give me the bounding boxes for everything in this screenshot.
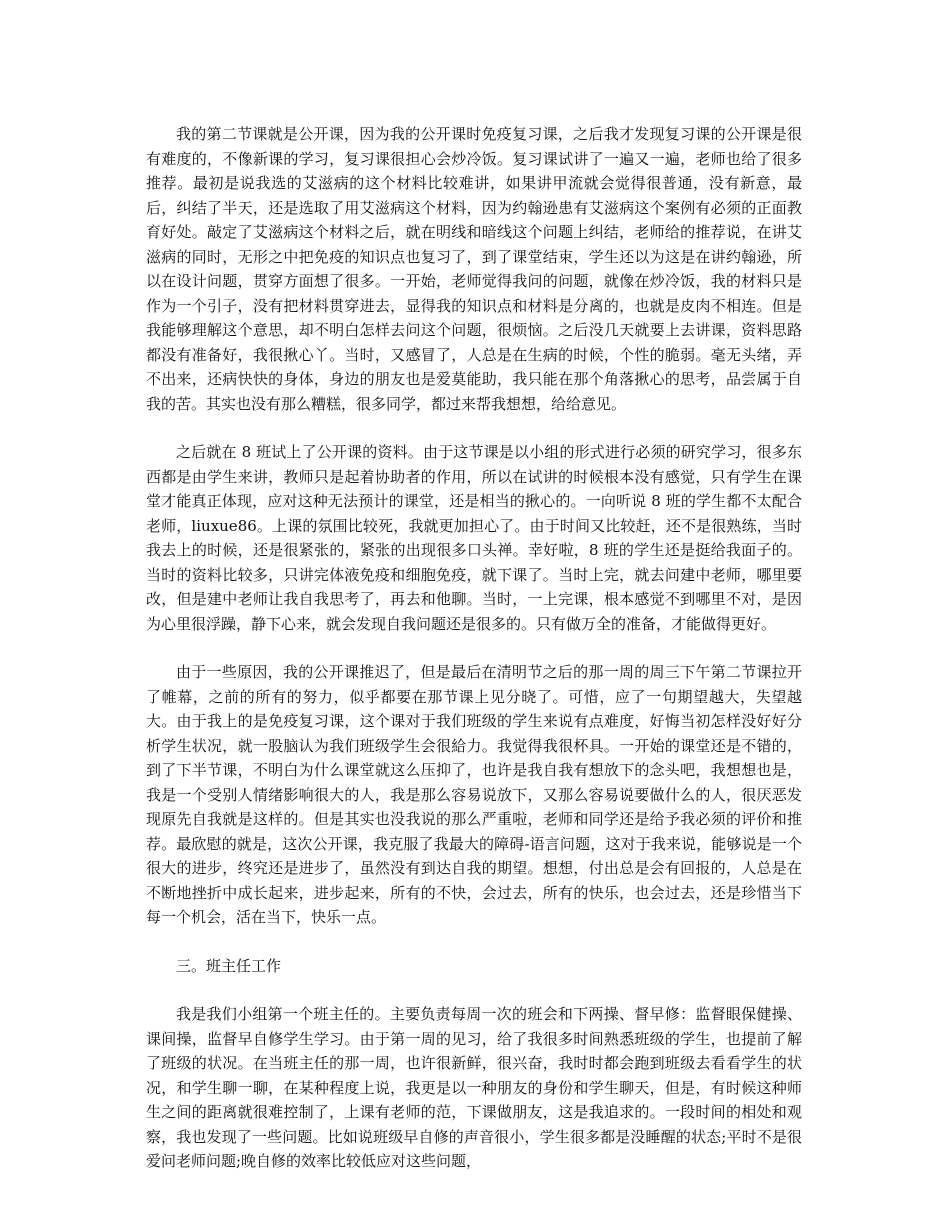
paragraph-public-lesson-reflection: 由于一些原因，我的公开课推迟了，但是最后在清明节之后的那一周的周三下午第二节课拉开了帷幕，之前的所有的努力，似乎都要在那节课上见分晓了。可惜，应了一句期望越大，失望越大。由于我上的是免疫复习课，这个课对于我们班级的学生来说有点难度，好悔当初怎样没好好分析学生状况，就一股脑认为我们班级学生会很給力。我觉得我很杯具。一开始的课堂还是不错的，到了下半节课，不明白为什么课堂就这么压抑了，也许是我自我有想放下的念头吧，我想想也是，我是一个受别人情绪影响很大的人，我是那么容易说放下，又那么容易说要做什么的人，很厌恶发现原先自我就是这样的。但是其实也没我说的那么严重啦，老师和同学还是给予我必须的评价和推荐。最欣慰的就是，这次公开课，我克服了我最大的障碍-语言问题，这对于我来说，能够说是一个很大的进步，终究还是进步了，虽然没有到达自我的期望。想想，付出总是会有回报的，人总是在不断地挫折中成长起来，进步起来，所有的不快，会过去，所有的快乐，也会过去，还是珍惜当下每一个机会，活在当下，快乐一点。 — [146, 663, 802, 926]
section-heading: 三。班主任工作 — [176, 956, 282, 975]
paragraph-class-8-trial: 之后就在 8 班试上了公开课的资料。由于这节课是以小组的形式进行必须的研究学习，很多东西都是由学生来讲，教师只是起着协助者的作用，所以在试讲的时候根本没有感觉，只有学生在课堂才能真正体现，应对这种无法预计的课堂，还是相当的揪心的。一向听说 8 班的学生都不太配合老师，liuxue86。上课的氛围比较死，我就更加担心了。由于时间又比较赶，还不是很熟练，当时我去上的时候，还是很紧张的，紧张的出现很多口头禅。幸好啦，8 班的学生还是挺给我面子的。当时的资料比较多，只讲完体液免疫和细胞免疫，就下课了。当时上完，就去问建中老师，哪里要改，但是建中老师让我自我思考了，再去和他聊。当时，一上完课，根本感觉不到哪里不对，是因为心里很浮躁，静下心来，就会发现自我问题还是很多的。只有做万全的准备，才能做得更好。 — [146, 443, 802, 633]
paragraph-head-teacher-work: 我是我们小组第一个班主任的。主要负责每周一次的班会和下两操、督早修：监督眼保健操、课间操，监督早自修学生学习。由于第一周的见习，给了我很多时间熟悉班级的学生，也提前了解了班级的状况。在当班主任的那一周，也许很新鲜，很兴奋，我时时都会跑到班级去看看学生的状况，和学生聊一聊，在某种程度上说，我更是以一种朋友的身份和学生聊天，但是，有时候这种师生之间的距离就很难控制了，上课有老师的范，下课做朋友，这是我追求的。一段时间的相处和观察，我也发现了一些问题。比如说班级早自修的声音很小，学生很多都是没睡醒的状态;平时不是很爱问老师问题;晚自修的效率比较低应对这些问题， — [146, 1005, 802, 1170]
document-page — [146, 122, 802, 1198]
paragraph-public-lesson-preparation: 我的第二节课就是公开课，因为我的公开课时免疫复习课，之后我才发现复习课的公开课是很有难度的，不像新课的学习，复习课很担心会炒冷饭。复习课试讲了一遍又一遍，老师也给了很多推荐。最初是说我选的艾滋病的这个材料比较难讲，如果讲甲流就会觉得很普通，没有新意，最后，纠结了半天，还是选取了用艾滋病这个材料，因为约翰逊患有艾滋病这个案例有必须的正面教育好处。敲定了艾滋病这个材料之后，就在明线和暗线这个问题上纠结，老师给的推荐说，在讲艾滋病的同时，无形之中把免疫的知识点也复习了，到了课堂结束，学生还以为这是在讲约翰逊，所以在设计问题，贯穿方面想了很多。一开始，老师觉得我问的问题，就像在炒冷饭，我的材料只是作为一个引子，没有把材料贯穿进去，显得我的知识点和材料是分离的，也就是皮肉不相连。但是我能够理解这个意思，却不明白怎样去问这个问题，很烦恼。之后没几天就要上去讲课，资料思路都没有准备好，我很揪心丫。当时，又感冒了，人总是在生病的时候，个性的脆弱。毫无头绪，弄不出来，还病快快的身体，身边的朋友也是爱莫能助，我只能在那个角落揪心的思考，品尝属于自我的苦。其实也没有那么糟糕，很多同学，都过来帮我想想，给给意见。 — [146, 125, 802, 413]
